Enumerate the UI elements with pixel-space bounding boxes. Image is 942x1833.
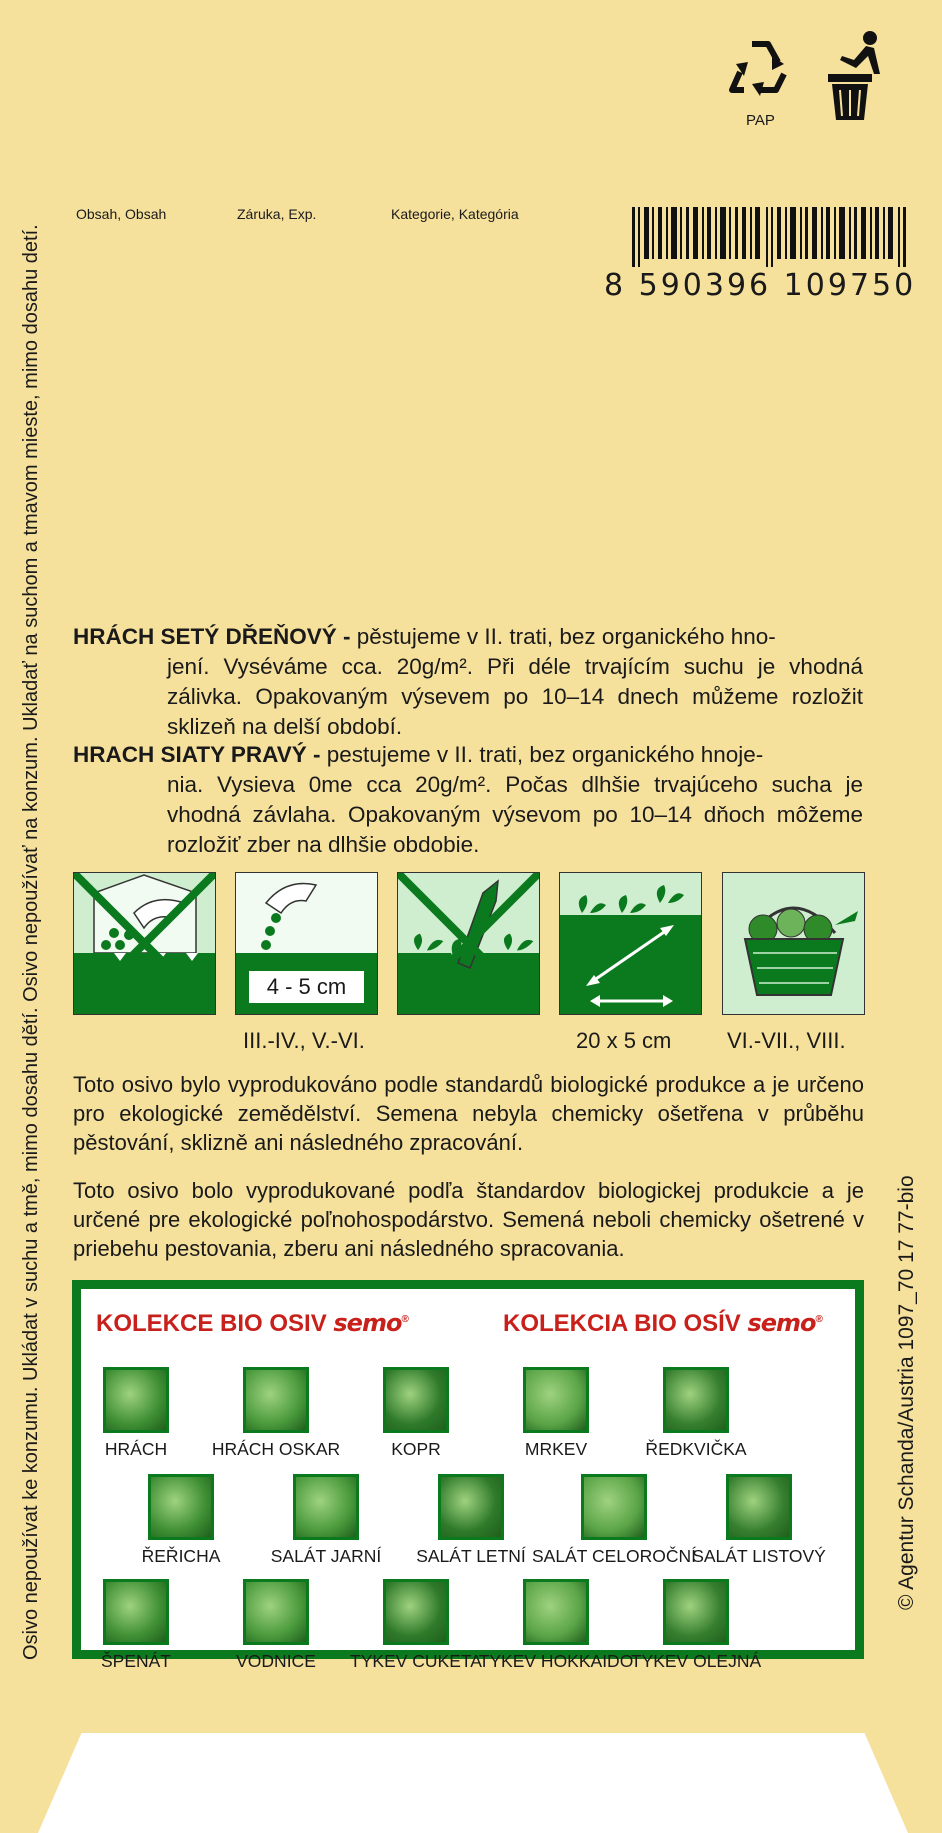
recycle-icon	[722, 34, 798, 104]
trash-bin-icon	[822, 30, 890, 122]
collection-thumb-4	[523, 1367, 589, 1433]
recycle-label: PAP	[746, 112, 775, 129]
collection-label-13: TYKEV CUKETA	[350, 1651, 482, 1671]
bio-info-cz: Toto osivo bylo vyprodukováno podle standardů biologické produkce a je určeno pro ekologické zemědělství. Semena nebyla chemicky ošetřena v průběhu pěstování, sklizně ani následného zpracování.	[73, 1072, 864, 1155]
collection-label-6: ŘEŘICHA	[141, 1546, 221, 1566]
collection-thumb-5	[663, 1367, 729, 1433]
description-sk-rest: nia. Vysieva 0me cca 20g/m². Počas dlhšie trvajúceho sucha je vhodná závlaha. Opakovaným výsevom po 10–14 dňoch môžeme rozložiť zber na dlhšie obdobie.	[167, 772, 863, 857]
copyright-code-text: © Agentur Schanda/Austria 1097_70 17 77-bio	[895, 1175, 918, 1610]
collection-label-4: MRKEV	[524, 1439, 588, 1459]
step-no-greenhouse-icon	[73, 872, 216, 1015]
collection-thumb-6	[148, 1474, 214, 1540]
description-cz-first: pěstujeme v II. trati, bez organického hno-	[350, 624, 776, 649]
semo-logo-sk: semo	[747, 1309, 816, 1337]
storage-warning-text: Osivo nepoužívat ke konzumu. Ukládat v suchu a tmě, mimo dosahu dětí. Osivo nepoužívať na konzum. Ukladať na suchom a tmavom mieste, mimo dosahu detí.	[20, 224, 42, 1660]
variety-title-cz: HRÁCH SETÝ DŘEŇOVÝ -	[73, 624, 351, 649]
collection-label-2: HRÁCH OSKAR	[211, 1439, 341, 1459]
collection-title-sk: KOLEKCIA BIO OSÍV semo®	[503, 1309, 823, 1337]
collection-label-11: ŠPENÁT	[100, 1651, 172, 1671]
collection-thumb-15	[663, 1579, 729, 1645]
collection-thumb-11	[103, 1579, 169, 1645]
bio-collection-box	[72, 1280, 864, 1671]
semo-logo: semo	[333, 1309, 402, 1337]
collection-thumb-7	[293, 1474, 359, 1540]
bio-info-sk: Toto osivo bolo vyprodukované podľa štandardov biologickej produkcie a je určené pre ekologické poľnohospodárstvo. Semená neboli chemicky ošetrené v priebehu pestovania, zberu ani následného spracovania.	[73, 1178, 864, 1261]
description-cz	[73, 622, 863, 742]
sowing-depth-label: 4 - 5 cm	[266, 974, 347, 999]
variety-title-sk: HRACH SIATY PRAVÝ -	[73, 742, 321, 767]
category-label: Kategorie, Kategória	[391, 206, 519, 222]
collection-label-7: SALÁT JARNÍ	[270, 1546, 382, 1566]
collection-title-cz: KOLEKCE BIO OSIV semo®	[96, 1309, 409, 1337]
collection-title-sk-text: KOLEKCIA BIO OSÍV	[503, 1310, 741, 1337]
step-spacing-icon	[559, 872, 702, 1015]
content-label: Obsah, Obsah	[76, 206, 167, 222]
collection-thumb-12	[243, 1579, 309, 1645]
spacing-label: 20 x 5 cm	[576, 1028, 672, 1053]
description-sk-first: pestujeme v II. trati, bez organického hnoje-	[320, 742, 764, 767]
description-cz-rest: jení. Vyséváme cca. 20g/m². Při déle trvajícím suchu je vhodná zálivka. Opakovaným výsevem po 10–14 dnech můžeme rozložit sklizeň na delší období.	[167, 654, 863, 739]
collection-label-1: HRÁCH	[104, 1439, 168, 1459]
collection-label-12: VODNICE	[236, 1651, 316, 1671]
collection-label-3: KOPR	[391, 1439, 441, 1459]
collection-thumb-13	[383, 1579, 449, 1645]
collection-title-cz-text: KOLEKCE BIO OSIV	[96, 1310, 327, 1337]
collection-label-5: ŘEDKVIČKA	[645, 1439, 747, 1459]
step-sowing-depth-icon	[235, 872, 378, 1015]
collection-label-8: SALÁT LETNÍ	[416, 1546, 526, 1566]
warranty-label: Záruka, Exp.	[237, 206, 317, 222]
collection-thumb-2	[243, 1367, 309, 1433]
collection-label-15: TYKEV OLEJNÁ	[630, 1651, 762, 1671]
sowing-time-label: III.-IV., V.-VI.	[243, 1028, 365, 1053]
collection-label-14: TYKEV HOKKAIDO	[478, 1651, 634, 1671]
collection-label-9: SALÁT CELOROČNÍ	[531, 1546, 697, 1566]
collection-thumb-10	[726, 1474, 792, 1540]
step-no-transplant-icon	[397, 872, 540, 1015]
collection-thumb-8	[438, 1474, 504, 1540]
collection-label-10: SALÁT LISTOVÝ	[692, 1546, 826, 1566]
step-harvest-basket-icon	[722, 872, 865, 1015]
collection-thumb-14	[523, 1579, 589, 1645]
collection-thumb-1	[103, 1367, 169, 1433]
barcode-number: 8 590396 109750	[604, 268, 917, 303]
package-cutout	[38, 1733, 908, 1833]
description-sk	[73, 740, 863, 860]
harvest-time-label: VI.-VII., VIII.	[727, 1028, 846, 1053]
collection-thumb-3	[383, 1367, 449, 1433]
collection-thumb-9	[581, 1474, 647, 1540]
